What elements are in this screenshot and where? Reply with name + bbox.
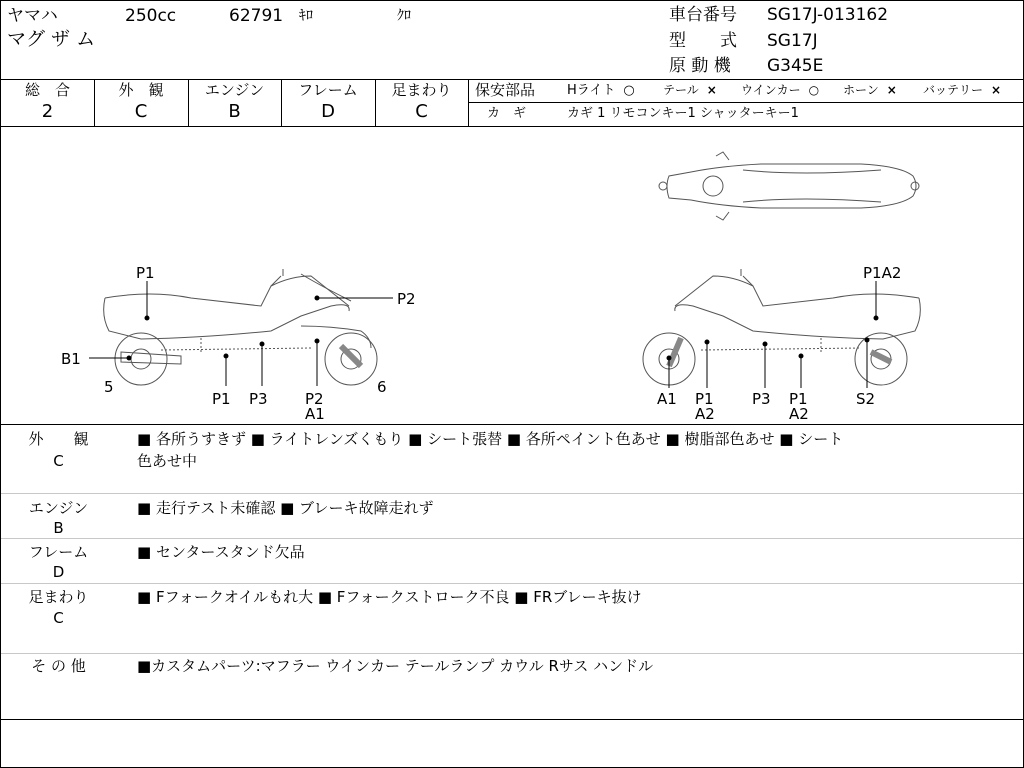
safety-horn: ホーン ×	[843, 83, 897, 97]
remark-suspension-text: ■ Fフォークオイルもれ大 ■ Fフォークストローク不良 ■ FRブレーキ抜け	[137, 588, 642, 606]
divider	[1, 653, 1023, 654]
remark-exterior-text-cont: 色あせ中	[137, 452, 198, 470]
diagram-label-b1: B1	[61, 350, 81, 368]
mileage: 62791	[229, 6, 284, 26]
right-callout-lines	[667, 281, 878, 388]
remark-engine-category: エンジン	[28, 499, 89, 517]
divider	[1, 424, 1023, 425]
remark-frame-category: フレーム	[28, 543, 89, 561]
diagram-label-s2: S2	[856, 390, 876, 408]
chassis-label: 車台番号	[669, 5, 737, 25]
grade-overall-label: 総 合	[24, 81, 70, 99]
remark-frame-grade: D	[52, 563, 65, 581]
chassis-value: SG17J-013162	[767, 5, 889, 25]
type-label: 型 式	[669, 31, 737, 51]
safety-horn-mark: ×	[886, 83, 897, 97]
grade-exterior-value: C	[134, 101, 148, 122]
remark-engine-grade: B	[53, 519, 64, 537]
remark-exterior-grade: C	[53, 452, 64, 470]
diagram-label-p1-bottom: P1	[212, 390, 231, 408]
scooter-top-view	[659, 152, 919, 220]
diagram-label-p1a2-top: P1A2	[863, 264, 902, 282]
diagram-label-p1: P1	[695, 390, 714, 408]
remark-suspension-category: 足まわり	[28, 588, 89, 606]
remark-exterior-category: 外 観	[28, 430, 89, 448]
safety-battery-mark: ×	[991, 83, 1002, 97]
diagram-label-6: 6	[377, 378, 387, 396]
engine-value: G345E	[767, 56, 824, 76]
safety-title: 保安部品	[475, 81, 536, 99]
color: ｸﾛ	[397, 8, 411, 24]
safety-tail: テール ×	[663, 83, 717, 97]
divider	[1, 719, 1023, 720]
remark-engine-text: ■ 走行テスト未確認 ■ ブレーキ故障走れず	[137, 499, 434, 517]
remark-other-category: そ の 他	[31, 657, 86, 675]
grade-frame-value: D	[321, 101, 335, 122]
divider	[1, 493, 1023, 494]
model-name: マグ ザ ム	[7, 28, 96, 50]
safety-winker: ウインカー ○	[741, 83, 820, 97]
remark-exterior-text: ■ 各所うすきず ■ ライトレンズくもり ■ シート張替 ■ 各所ペイント色あせ ■ 樹脂部色あせ ■ シート	[137, 430, 844, 448]
scooter-right-side	[643, 269, 920, 385]
diagram-label-a1-bottom: A1	[305, 405, 325, 423]
grade-overall-value: 2	[41, 101, 54, 122]
mileage-unit: ｷﾛ	[299, 8, 313, 24]
grade-exterior-label: 外 観	[118, 81, 164, 99]
diagram-label-a2-b: A2	[789, 405, 809, 423]
diagram-label-p2-side: P2	[397, 290, 416, 308]
displacement: 250cc	[125, 6, 177, 26]
key-value: カギ 1 リモコンキー1 シャッターキー1	[567, 106, 799, 121]
safety-tail-mark: ×	[706, 83, 717, 97]
grade-engine-value: B	[228, 101, 241, 122]
diagram-label-p1-top: P1	[136, 264, 155, 282]
divider	[468, 102, 1023, 103]
damage-diagram	[1, 126, 1023, 424]
scooter-left-side	[104, 269, 377, 385]
safety-winker-mark: ○	[808, 83, 820, 97]
remark-frame-text: ■ センタースタンド欠品	[137, 543, 305, 561]
grade-suspension-value: C	[415, 101, 428, 122]
engine-label: 原 動 機	[669, 56, 731, 76]
diagram-label-5: 5	[104, 378, 114, 396]
divider	[1, 79, 1023, 80]
remark-other-text: ■カスタムパーツ:マフラー ウインカー テールランプ カウル Rサス ハンドル	[137, 657, 654, 675]
grade-frame-label: フレーム	[298, 81, 358, 99]
diagram-label-a1: A1	[657, 390, 677, 408]
safety-headlight: Hライト ○	[567, 83, 635, 98]
safety-battery: バッテリー ×	[923, 83, 1002, 97]
divider	[1, 583, 1023, 584]
diagram-label-p2-bottom: P2	[305, 390, 324, 408]
grade-engine-label: エンジン	[204, 81, 265, 99]
divider	[468, 79, 469, 126]
grade-suspension-label: 足まわり	[391, 81, 452, 99]
diagram-label-p1-b: P1	[789, 390, 808, 408]
key-label: カ ギ	[487, 106, 527, 121]
diagram-label-p3: P3	[752, 390, 771, 408]
diagram-label-a2-a: A2	[695, 405, 715, 423]
remark-suspension-grade: C	[53, 609, 64, 627]
type-value: SG17J	[767, 31, 818, 51]
divider	[1, 538, 1023, 539]
diagram-label-p3-bottom: P3	[249, 390, 268, 408]
maker: ヤマハ	[7, 6, 58, 26]
safety-headlight-mark: ○	[623, 83, 635, 98]
